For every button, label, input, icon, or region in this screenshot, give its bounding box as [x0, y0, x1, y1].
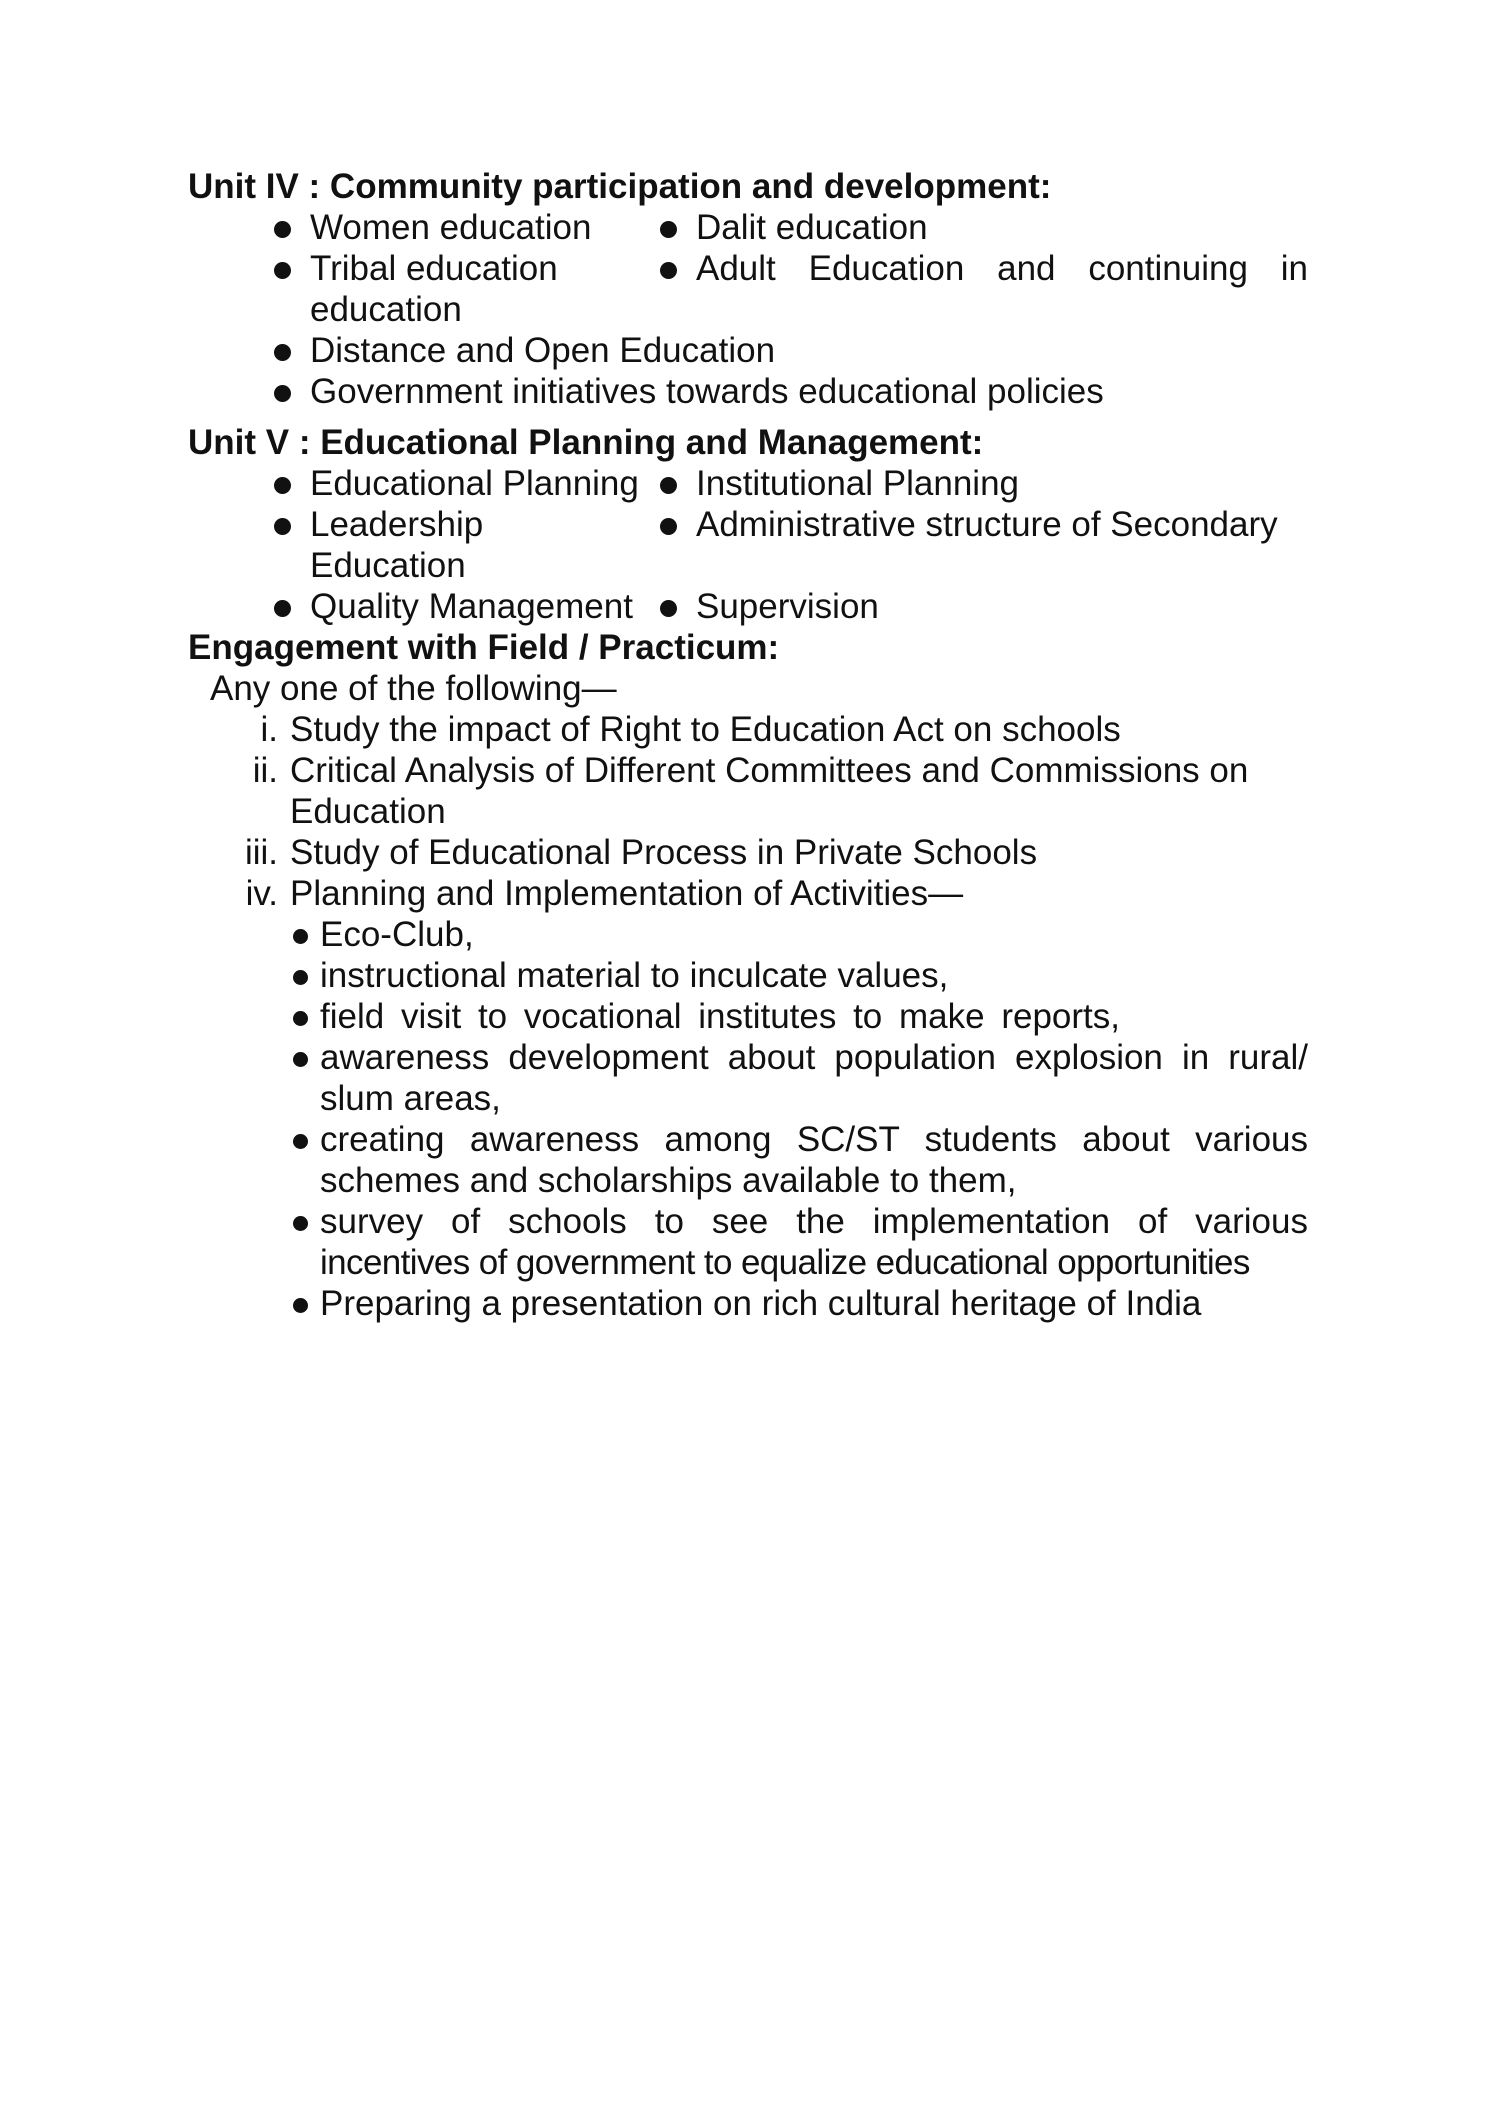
list-item: Women education — [310, 208, 592, 247]
activity-item-5-continuation — [188, 1160, 1308, 1201]
unit-5-continuation — [188, 545, 1308, 586]
bullet-icon — [293, 929, 308, 944]
activity-text: Eco-Club, — [320, 915, 474, 954]
bullet-icon — [274, 221, 291, 238]
activity-item-6 — [188, 1201, 1308, 1242]
activity-item-6-continuation — [188, 1242, 1308, 1283]
bullet-icon — [274, 344, 291, 361]
item-text: Planning and Implementation of Activities— — [290, 874, 964, 913]
bullet-icon — [293, 970, 308, 985]
bullet-icon — [293, 1298, 308, 1313]
list-item: Dalit education — [696, 208, 928, 247]
bullet-icon — [660, 518, 677, 535]
activity-item-5 — [188, 1119, 1308, 1160]
unit-5-row-3 — [188, 586, 1308, 627]
item-numeral: iii. — [244, 833, 278, 872]
item-numeral: iv. — [245, 874, 278, 913]
item-text-continuation: Education — [290, 792, 446, 831]
unit-4-row-3 — [188, 330, 1308, 371]
activity-item-4-continuation — [188, 1078, 1308, 1119]
list-item: Distance and Open Education — [310, 331, 776, 370]
activity-text: Preparing a presentation on rich cultural heritage of India — [320, 1284, 1202, 1323]
bullet-icon — [274, 262, 291, 279]
item-numeral: ii. — [252, 751, 278, 790]
item-numeral: i. — [260, 710, 278, 749]
activity-text: creating awareness among SC/ST students about various — [320, 1120, 1308, 1159]
list-item-continuation: education — [310, 290, 462, 329]
numbered-item-2-continuation — [188, 791, 1308, 832]
activity-text: field visit to vocational institutes to make reports, — [320, 997, 1120, 1036]
item-text: Study the impact of Right to Education Act on schools — [290, 710, 1121, 749]
numbered-item-2 — [188, 750, 1308, 791]
activity-item-7 — [188, 1283, 1308, 1324]
activity-text-continuation: schemes and scholarships available to them, — [320, 1161, 1017, 1200]
list-item: Leadership — [310, 505, 484, 544]
unit-5-row-2 — [188, 504, 1308, 545]
activity-item-4 — [188, 1037, 1308, 1078]
bullet-icon — [660, 600, 677, 617]
bullet-icon — [274, 600, 291, 617]
list-item: Quality Management — [310, 587, 633, 626]
bullet-icon — [660, 262, 677, 279]
item-text: Study of Educational Process in Private Schools — [290, 833, 1038, 872]
unit-4-heading: Unit IV : Community participation and development: — [188, 167, 1052, 206]
bullet-icon — [293, 1216, 308, 1231]
unit-5-heading: Unit V : Educational Planning and Management: — [188, 423, 984, 462]
numbered-item-4 — [188, 873, 1308, 914]
list-item: Institutional Planning — [696, 464, 1019, 503]
unit-4-row-2 — [188, 248, 1308, 289]
practicum-intro: Any one of the following— — [210, 669, 617, 708]
bullet-icon — [660, 477, 677, 494]
bullet-icon — [293, 1052, 308, 1067]
list-item: Educational Planning — [310, 464, 639, 503]
bullet-icon — [274, 518, 291, 535]
numbered-item-1 — [188, 709, 1308, 750]
bullet-icon — [660, 221, 677, 238]
practicum-heading: Engagement with Field / Practicum: — [188, 628, 780, 667]
activity-item-3 — [188, 996, 1308, 1037]
list-item: Tribal education — [310, 249, 558, 288]
activity-text: awareness development about population explosion in rural/ — [320, 1038, 1308, 1077]
bullet-icon — [293, 1134, 308, 1149]
bullet-icon — [293, 1011, 308, 1026]
unit-5-row-1 — [188, 463, 1308, 504]
bullet-icon — [274, 385, 291, 402]
activity-item-1 — [188, 914, 1308, 955]
numbered-item-3 — [188, 832, 1308, 873]
unit-4-row-4 — [188, 371, 1308, 412]
item-text: Critical Analysis of Different Committees and Commissions on — [290, 751, 1249, 790]
activity-text: instructional material to inculcate values, — [320, 956, 949, 995]
unit-4-continuation — [188, 289, 1308, 330]
bullet-icon — [274, 477, 291, 494]
list-item: Supervision — [696, 587, 879, 626]
activity-item-2 — [188, 955, 1308, 996]
syllabus-content — [188, 166, 1308, 1324]
activity-text: survey of schools to see the implementation of various — [320, 1202, 1308, 1241]
unit-4-row-1 — [188, 207, 1308, 248]
list-item: Adult Education and continuing in — [696, 249, 1308, 288]
list-item-continuation: Education — [310, 546, 466, 585]
list-item: Administrative structure of Secondary — [696, 505, 1278, 544]
activity-text-continuation: incentives of government to equalize educational opportunities — [320, 1243, 1250, 1282]
list-item: Government initiatives towards educational policies — [310, 372, 1104, 411]
activity-text-continuation: slum areas, — [320, 1079, 501, 1118]
